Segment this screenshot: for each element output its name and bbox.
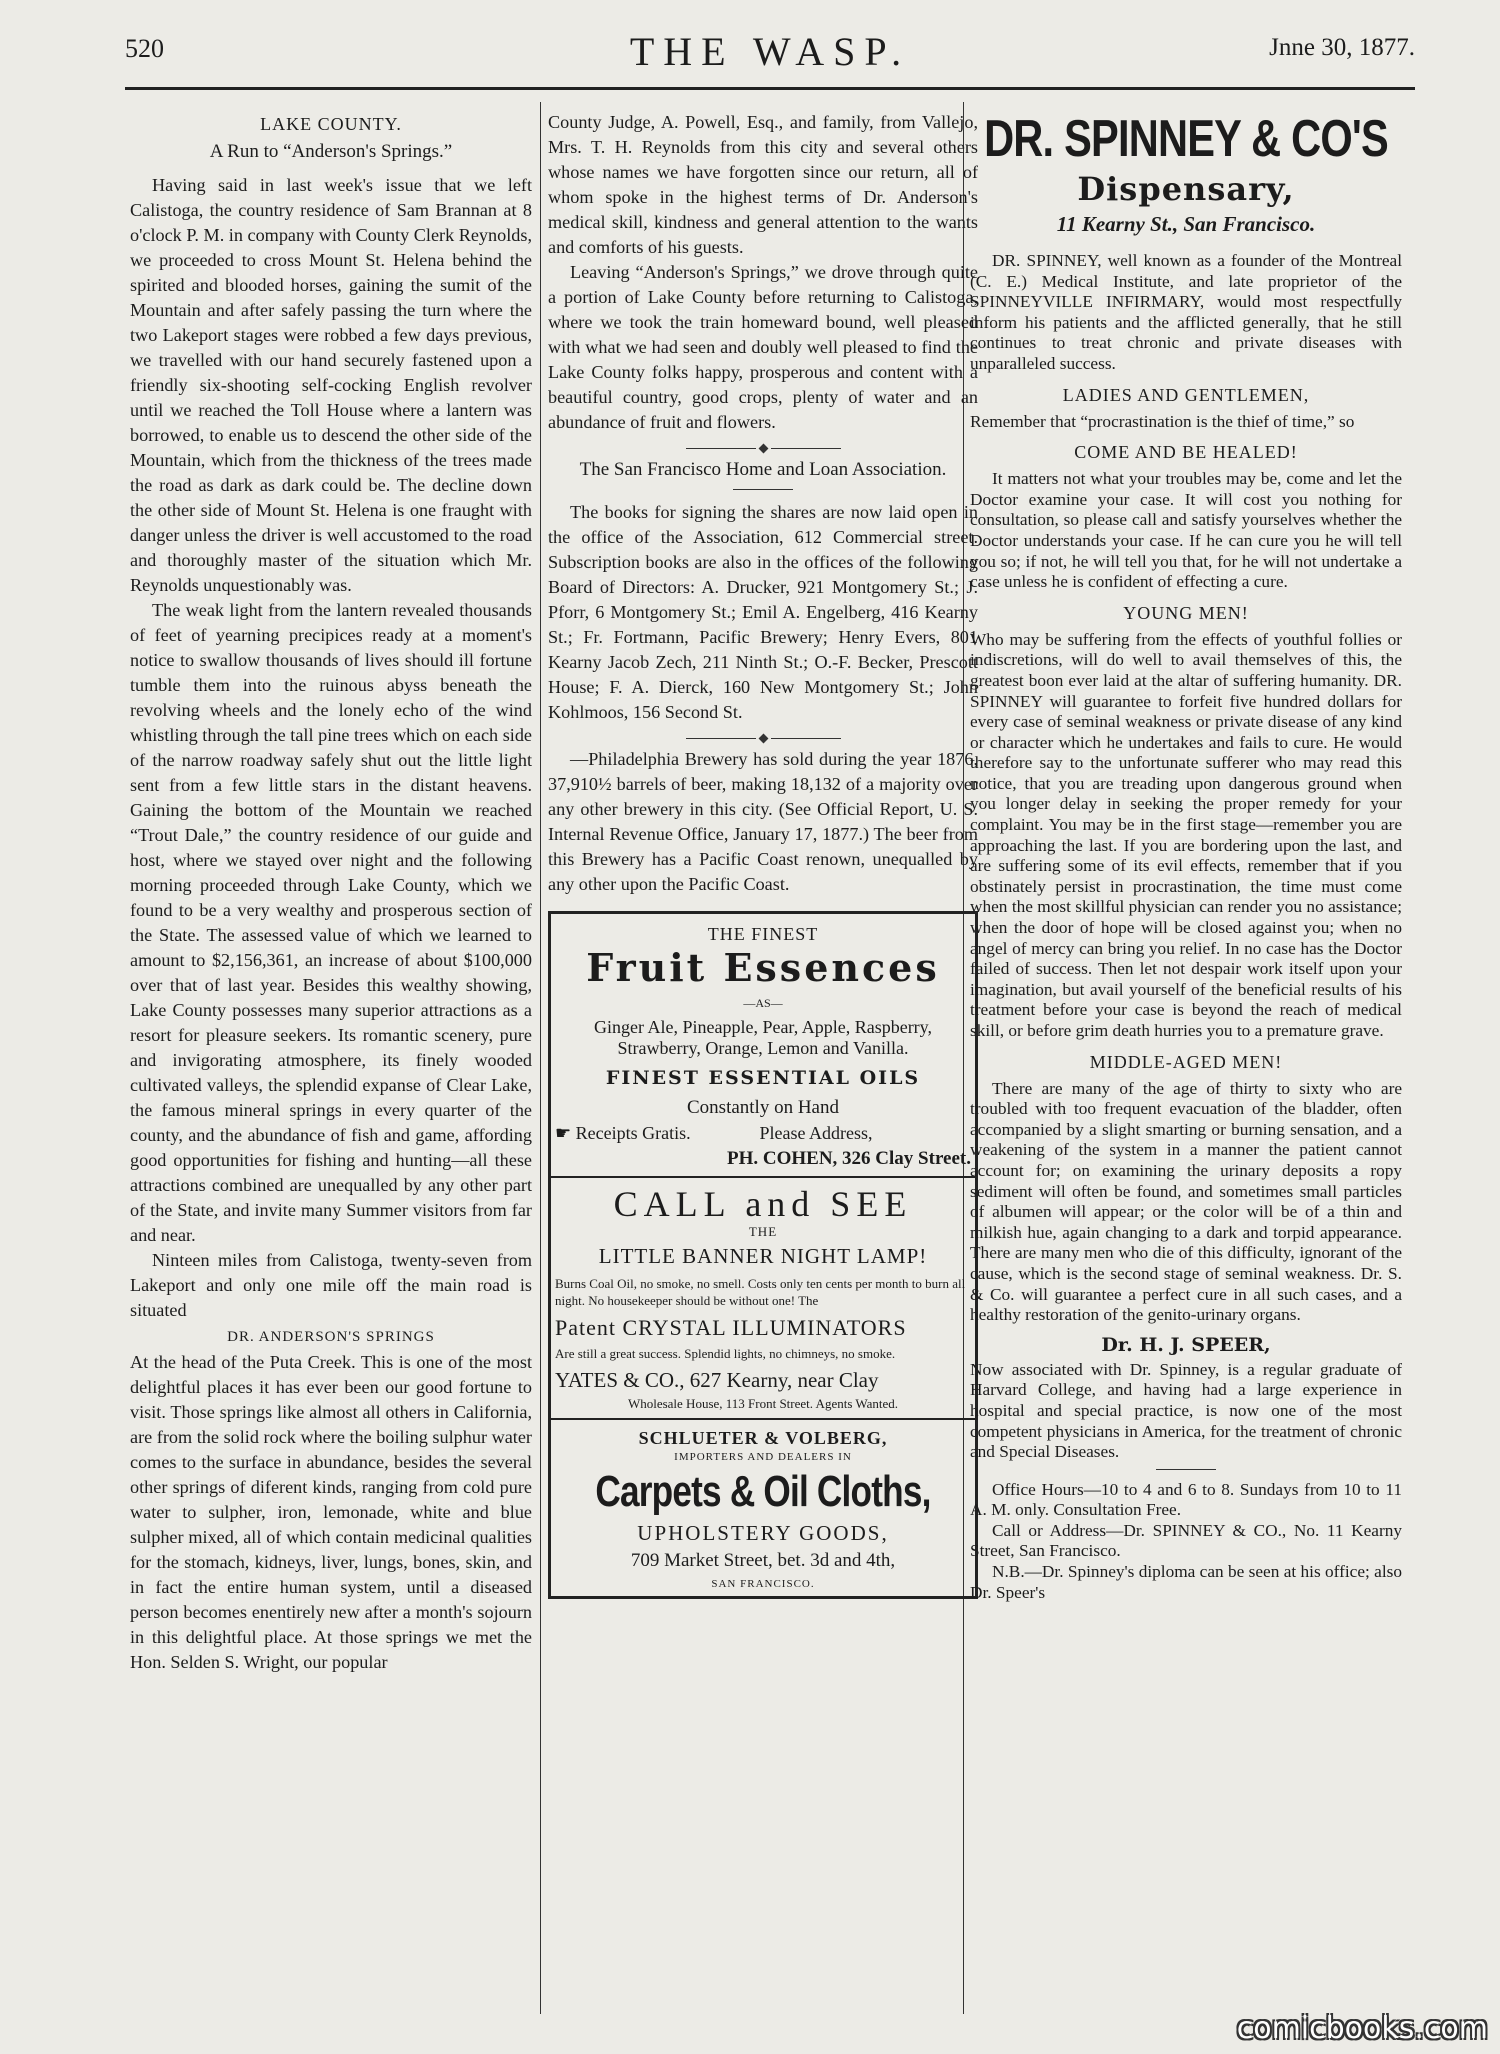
section-heading: LADIES AND GENTLEMEN, (1062, 384, 1310, 405)
section-heading: DR. ANDERSON'S SPRINGS (227, 1329, 435, 1345)
page-number: 520 (125, 34, 164, 63)
paragraph: Remember that “procrastination is the thief of time,” so (970, 411, 1355, 431)
ad-lamp: LITTLE BANNER NIGHT LAMP! (598, 1244, 928, 1268)
column-divider (540, 102, 541, 2014)
short-rule (733, 489, 793, 490)
ad-fine-print: Wholesale House, 113 Front Street. Agents Wanted. (627, 1396, 899, 1411)
ad-line (555, 1123, 971, 1144)
ad-fruit-essences: Fruit Essences (586, 945, 940, 990)
ad-line: SAN FRANCISCO. (711, 1578, 815, 1590)
paragraph: It matters not what your troubles may be, come and let the Doctor examine your case. It will cost you nothing for consultation, so please call and satisfy yourselves whether the Doctor understands your case. If he can cure you he will tell you so; if not, he will tell you that, for he will not undertake a case unless he is confident of effecting a cure. (970, 469, 1402, 592)
column-3 (970, 110, 1402, 2020)
article-subtitle: A Run to “Anderson's Springs.” (209, 141, 453, 162)
ad-call-and-see: CALL and SEE (613, 1184, 913, 1224)
paragraph: Now associated with Dr. Spinney, is a regular graduate of Harvard College, and having had a large experience in hospital and special practice, is now one of the most competent physicians in America, for the treatment of chronic and Special Diseases. (970, 1359, 1402, 1462)
watermark: comicbooks.com (1236, 2011, 1488, 2046)
section-heading: MIDDLE-AGED MEN! (1089, 1051, 1283, 1072)
ad-please-address: Please Address, (759, 1123, 873, 1143)
ad-rule (551, 1418, 975, 1420)
ornament-divider (548, 439, 978, 453)
paragraph: Office Hours—10 to 4 and 6 to 8. Sundays from 10 to 11 A. M. only. Consultation Free. (970, 1479, 1402, 1520)
ad-essential-oils: FINEST ESSENTIAL OILS (605, 1067, 921, 1089)
ad-line: 709 Market Street, bet. 3d and 4th, (630, 1550, 896, 1571)
ad-line: THE (748, 1224, 778, 1239)
ad-flavors: Ginger Ale, Pineapple, Pear, Apple, Raspberry, Strawberry, Orange, Lemon and Vanilla. (593, 1017, 933, 1058)
ad-fine-print: Burns Coal Oil, no smoke, no smell. Costs only ten cents per month to burn all night. No housekeeper should be without one! The (555, 1276, 966, 1308)
paragraph: County Judge, A. Powell, Esq., and family, from Vallejo, Mrs. T. H. Reynolds from this city and several others whose names we have forgotten since our return, all of whom spoke in the highest terms of Dr. Anderson's medical skill, kindness and general attention to the wants and comforts of his guests. (548, 112, 978, 257)
spinney-address: 11 Kearny St., San Francisco. (1056, 212, 1316, 236)
paragraph: There are many of the age of thirty to sixty who are troubled with too frequent evacuation of the bladder, often accompanied by a slight smarting or burning sensation, and a weakening of the system in a manner the patient cannot account for; on examining the urinary deposits a ropy sediment will often be found, and sometimes small particles of albumen will appear; or the color will be of a thin and milkish hue, again changing to a dark and torpid appearance. There are many men who die of this difficulty, ignorant of the cause, which is the second stage of seminal weakness. Dr. S. & Co. will guarantee a perfect cure in all such cases, and a healthy restoration of the genito-urinary organs. (970, 1078, 1402, 1325)
ad-line: Constantly on Hand (687, 1097, 839, 1118)
article-heading: The San Francisco Home and Loan Association. (579, 459, 947, 480)
ad-line: UPHOLSTERY GOODS, (637, 1521, 889, 1545)
paragraph: Who may be suffering from the effects of youthful follies or indiscretions, will do well to avail themselves of this, the greatest boon ever laid at the altar of suffering humanity. DR. SPINNEY will guarantee to forfeit five hundred dollars for every case of seminal weakness or private disease of any kind or character which he undertakes and fails to cure. He would therefore say to the unfortunate sufferer who may read this notice, that you are treading upon dangerous ground when you longer delay in seeking the proper remedy for your complaint. You may be in the first stage—remember you are approaching the last. If you are bordering upon the last, and are suffering some of its evil effects, remember that if you obstinately persist in procrastination, the time must come when the most skillful physician can render you no assistance; when the door of hope will be closed against you; when no angel of mercy can bring you relief. In no case has the Doctor failed of success. Then let not despair work itself upon your imagination, but avail yourself of the beneficial results of his treatment before your case is beyond the reach of medical skill, or before grim death hurries you to a premature grave. (970, 629, 1402, 1040)
paragraph: Leaving “Anderson's Springs,” we drove through quite a portion of Lake County before returning to Calistoga, where we took the train homeward bound, well pleased with what we had seen and doubly well pleased to find the Lake County folks happy, prosperous and content with a beautiful country, good crops, plenty of water and an abundance of fruit and flowers. (548, 262, 978, 432)
header-rule (125, 87, 1415, 90)
paragraph: At the head of the Puta Creek. This is one of the most delightful places it has ever been our good fortune to visit. Those springs like almost all others in California, are from the solid rock where the boiling sulphur water comes to the surface in abundance, besides the several other springs of diferent kinds, ranging from cold pure water to sulpher, iron, lemonade, white and blue sulpher mixed, all of which contain medicinal qualities for the stomach, kidneys, liver, lungs, bones, skin, and in fact the entire human system, until a diseased person becomes enentirely new after a month's sojourn in this delightful place. At those springs we met the Hon. Selden S. Wright, our popular (130, 1352, 532, 1672)
section-heading: COME AND BE HEALED! (1074, 442, 1298, 463)
paragraph: Ninteen miles from Calistoga, twenty-seven from Lakeport and only one mile off the main road is situated (130, 1250, 532, 1320)
spinney-dispensary: Dispensary, (1077, 170, 1295, 208)
ad-line: —AS— (743, 996, 783, 1010)
paragraph: The weak light from the lantern revealed thousands of feet of yearning precipices ready at a moment's notice to swallow thousands of lives should ill fortune tumble them into the ruinous abyss beneath the revolving wheels and the lonely echo of the wind whistling through the tall pine trees which on each side of the narrow roadway safely shut out the little light sent from a few little stars in the distant heavens. Gaining the bottom of the Mountain we reached “Trout Dale,” the country residence of our guide and host, where we stayed over night and the following morning proceeded through Lake County, which we found to be a very wealthy and prosperous section of the State. The assessed value of which we learned to amount to $2,156,361, an increase of about $100,000 over that of last year. Besides this wealthy showing, Lake County possesses many superior attractions as a resort for pleasure seekers. Its romantic scenery, pure and invigorating atmosphere, its finely wooded cultivated valleys, the splendid expanse of Clear Lake, the famous mineral springs in every quarter of the county, and the abundance of fish and game, affording good opportunities for fishing and hunting—all these attractions combined are unequalled by any other part of the State, and invite many Summer visitors from far and near. (130, 600, 532, 1245)
paragraph: DR. SPINNEY, well known as a founder of the Montreal (C. E.) Medical Institute, and late proprietor of the SPINNEYVILLE INFIRMARY, would most respectfully inform his patients and the afflicted generally, that he still continues to treat chronic and private diseases with unparalleled success. (970, 251, 1402, 373)
ad-patent: Patent CRYSTAL ILLUMINATORS (555, 1315, 907, 1340)
article-title: LAKE COUNTY. (260, 114, 402, 134)
paragraph: Call or Address—Dr. SPINNEY & CO., No. 11 Kearny Street, San Francisco. (970, 1520, 1402, 1561)
ad-rule (551, 1176, 975, 1178)
ornament-divider (548, 729, 978, 743)
paragraph: The books for signing the shares are now laid open in the office of the Association, 612 Commercial street. Subscription books are also in the offices of the following Board of Directors: A. Drucker, 921 Montgomery St.; J. Pforr, 6 Montgomery St.; Emil A. Engelberg, 416 Kearny St.; Fr. Fortmann, Pacific Brewery; Henry Evers, 801 Kearny Jacob Zech, 211 Ninth St.; O.-F. Becker, Prescott House; F. A. Dierck, 160 New Montgomery St.; John Kohlmoos, 156 Second St. (548, 502, 978, 722)
issue-date: Jnne 30, 1877. (1269, 34, 1415, 61)
advertisement-box (548, 911, 978, 1599)
paragraph: N.B.—Dr. Spinney's diploma can be seen at his office; also Dr. Speer's (970, 1562, 1402, 1602)
column-2 (548, 110, 978, 2020)
masthead: THE WASP. (629, 29, 911, 74)
ad-yates: YATES & CO., 627 Kearny, near Clay (555, 1368, 879, 1392)
ad-cohen-address: PH. COHEN, 326 Clay Street. (727, 1148, 971, 1169)
ad-line: IMPORTERS AND DEALERS IN (674, 1451, 852, 1463)
page-header (125, 28, 1415, 78)
ad-fine-print: Are still a great success. Splendid lights, no chimneys, no smoke. (555, 1346, 896, 1361)
paragraph: Having said in last week's issue that we left Calistoga, the country residence of Sam Brannan at 8 o'clock P. M. in company with County Clerk Reynolds, we proceeded to cross Mount St. Helena behind the spirited and blooded horses, gaining the sumit of the Mountain and after safely passing the turn where the two Lakeport stages were robbed a few days previous, we travelled with our hand securely fastened upon a friendly six-shooting self-cocking English revolver until we reached the Toll House where a lantern was borrowed, to enable us to descend the other side of the Mountain, which from the thickness of the trees made the road as dark as dark could be. The decline down the other side of Mount St. Helena is one fraught with danger unless the driver is well accustomed to the road and thoroughly master of the situation which Mr. Reynolds unquestionably was. (130, 175, 532, 595)
ad-line: THE FINEST (707, 924, 819, 944)
speer-heading: Dr. H. J. SPEER, (1101, 1333, 1271, 1356)
paragraph: —Philadelphia Brewery has sold during the year 1876, 37,910½ barrels of beer, making 18,132 of a majority over any other brewery in this city. (See Official Report, U. S. Internal Revenue Office, January 17, 1877.) The beer from this Brewery has a Pacific Coast renown, unequalled by any other upon the Pacific Coast. (548, 749, 978, 894)
short-rule (1156, 1469, 1216, 1470)
ad-carpets: Carpets & Oil Cloths, (595, 1467, 931, 1516)
section-heading: YOUNG MEN! (1123, 602, 1249, 623)
ad-schlueter: SCHLUETER & VOLBERG, (638, 1428, 888, 1448)
column-1 (130, 110, 532, 2020)
spinney-title: DR. SPINNEY & CO'S (984, 110, 1388, 168)
ad-receipts: ☛ Receipts Gratis. (555, 1123, 691, 1143)
